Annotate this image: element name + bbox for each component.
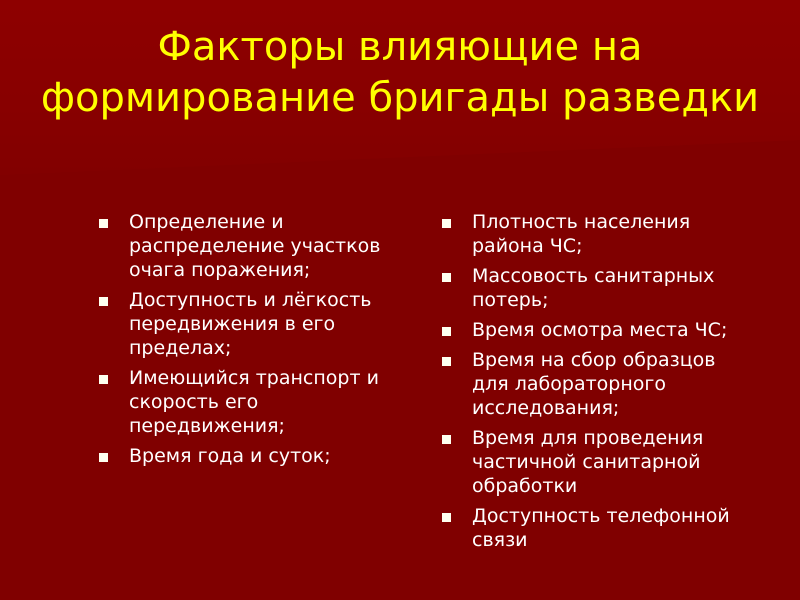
- square-bullet-icon: [99, 375, 108, 384]
- title-line-2: формирование бригады разведки: [40, 75, 760, 121]
- list-item-text: Время на сбор образцов для лабораторного исследования;: [472, 349, 716, 419]
- list-item: [440, 318, 750, 342]
- list-item-text: Время осмотра места ЧС;: [472, 319, 728, 341]
- square-bullet-icon: [99, 297, 108, 306]
- square-bullet-icon: [99, 219, 108, 228]
- list-item: [97, 444, 392, 468]
- square-bullet-icon: [442, 219, 451, 228]
- slide-title: [0, 22, 800, 124]
- list-item: [97, 288, 392, 360]
- list-item-text: Время для проведения частичной санитарной обработки: [472, 427, 704, 497]
- square-bullet-icon: [442, 327, 451, 336]
- square-bullet-icon: [99, 453, 108, 462]
- list-item: [440, 426, 750, 498]
- square-bullet-icon: [442, 273, 451, 282]
- right-bullet-list: [440, 210, 750, 558]
- list-item: [440, 264, 750, 312]
- list-item-text: Массовость санитарных потерь;: [472, 265, 715, 311]
- left-bullet-list: [97, 210, 392, 474]
- list-item: [440, 348, 750, 420]
- list-item: [440, 504, 750, 552]
- square-bullet-icon: [442, 513, 451, 522]
- list-item-text: Доступность телефонной связи: [472, 505, 730, 551]
- list-item: [440, 210, 750, 258]
- list-item-text: Доступность и лёгкость передвижения в его пределах;: [129, 289, 372, 359]
- list-item-text: Имеющийся транспорт и скорость его передвижения;: [129, 367, 379, 437]
- square-bullet-icon: [442, 357, 451, 366]
- list-item: [97, 366, 392, 438]
- list-item: [97, 210, 392, 282]
- list-item-text: Время года и суток;: [129, 445, 331, 467]
- list-item-text: Плотность населения района ЧС;: [472, 211, 691, 257]
- square-bullet-icon: [442, 435, 451, 444]
- list-item-text: Определение и распределение участков очага поражения;: [129, 211, 381, 281]
- title-line-1: Факторы влияющие на: [157, 24, 643, 70]
